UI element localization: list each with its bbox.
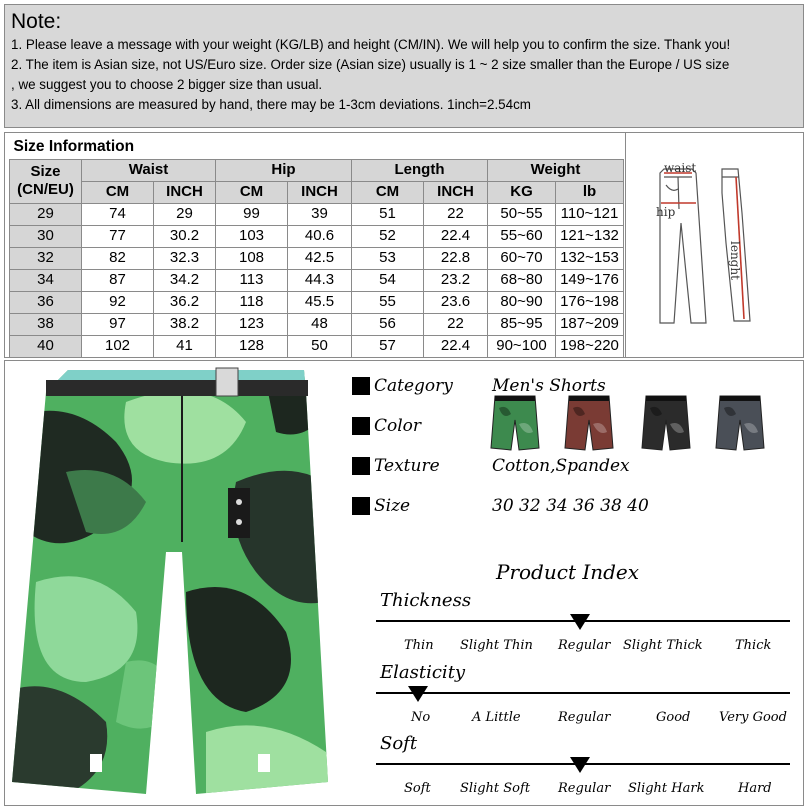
pants-outline-icon [626, 133, 806, 357]
sub-header: INCH [154, 181, 216, 203]
measure-cell: 149~176 [556, 269, 624, 291]
size-cell: 32 [10, 247, 82, 269]
measure-cell: 41 [154, 335, 216, 357]
measure-cell: 36.2 [154, 291, 216, 313]
spec-label: Size [374, 496, 411, 516]
measure-cell: 48 [288, 313, 352, 335]
scale-option: Slight Thin [460, 638, 533, 653]
scale-name: Thickness [380, 590, 472, 611]
size-cell: 34 [10, 269, 82, 291]
measure-cell: 22.4 [424, 335, 488, 357]
spec-texture [352, 453, 630, 479]
sub-header: lb [556, 181, 624, 203]
measure-cell: 57 [352, 335, 424, 357]
measure-cell: 45.5 [288, 291, 352, 313]
length-header: Length [352, 159, 488, 181]
scale-option: Soft [404, 781, 431, 796]
measure-cell: 102 [82, 335, 154, 357]
measure-cell: 23.6 [424, 291, 488, 313]
size-cell: 38 [10, 313, 82, 335]
measure-cell: 34.2 [154, 269, 216, 291]
scale-name: Elasticity [380, 662, 466, 683]
measure-cell: 97 [82, 313, 154, 335]
size-information-section [4, 132, 804, 358]
note-line-2: 2. The item is Asian size, not US/Euro size. Order size (Asian size) usually is 1 ~ 2 size smaller than the Europe / US size [11, 57, 730, 72]
scale-option: Slight Hark [628, 781, 705, 796]
bullet-square-icon [352, 417, 370, 435]
scale-option: No [411, 710, 431, 725]
measure-cell: 53 [352, 247, 424, 269]
measure-cell: 32.3 [154, 247, 216, 269]
measure-cell: 113 [216, 269, 288, 291]
size-cell: 29 [10, 203, 82, 225]
measure-cell: 123 [216, 313, 288, 335]
measure-cell: 74 [82, 203, 154, 225]
measure-cell: 42.5 [288, 247, 352, 269]
size-row [10, 335, 624, 357]
measure-cell: 77 [82, 225, 154, 247]
measure-cell: 55~60 [488, 225, 556, 247]
measure-cell: 187~209 [556, 313, 624, 335]
measure-cell: 22.4 [424, 225, 488, 247]
scale-option: Good [656, 710, 691, 725]
measure-cell: 99 [216, 203, 288, 225]
measure-cell: 110~121 [556, 203, 624, 225]
note-line-1: 1. Please leave a message with your weight (KG/LB) and height (CM/IN). We will help you to confirm the size. Thank you! [11, 37, 731, 52]
measure-cell: 50 [288, 335, 352, 357]
scale-option: Slight Thick [623, 638, 703, 653]
note-box [4, 4, 804, 128]
scale-marker-icon [570, 757, 590, 773]
measure-cell: 44.3 [288, 269, 352, 291]
size-row [10, 291, 624, 313]
measure-cell: 29 [154, 203, 216, 225]
hip-header: Hip [216, 159, 352, 181]
spec-value: Cotton,Spandex [492, 456, 630, 476]
measure-cell: 198~220 [556, 335, 624, 357]
color-swatch [714, 394, 766, 454]
note-line-4: 3. All dimensions are measured by hand, there may be 1-3cm deviations. 1inch=2.54cm [11, 97, 531, 112]
measure-cell: 23.2 [424, 269, 488, 291]
camo-shorts-image [6, 362, 349, 802]
spec-label: Color [374, 416, 422, 436]
sub-header: CM [216, 181, 288, 203]
spec-value: 30 32 34 36 38 40 [492, 496, 649, 516]
size-table [9, 135, 624, 358]
sub-header: CM [352, 181, 424, 203]
measure-cell: 132~153 [556, 247, 624, 269]
sub-header: CM [82, 181, 154, 203]
measure-cell: 80~90 [488, 291, 556, 313]
spec-label: Category [374, 376, 453, 396]
scale-option: Hard [738, 781, 772, 796]
scale-marker-icon [570, 614, 590, 630]
measure-cell: 128 [216, 335, 288, 357]
measure-cell: 60~70 [488, 247, 556, 269]
color-swatch [640, 394, 692, 454]
measure-cell: 39 [288, 203, 352, 225]
size-cell: 36 [10, 291, 82, 313]
bullet-square-icon [352, 497, 370, 515]
waist-label: waist [664, 161, 697, 175]
size-cell: 40 [10, 335, 82, 357]
measure-cell: 108 [216, 247, 288, 269]
measure-cell: 90~100 [488, 335, 556, 357]
product-index-title: Product Index [496, 560, 640, 584]
scale-option: Thick [735, 638, 772, 653]
size-row [10, 225, 624, 247]
measure-cell: 40.6 [288, 225, 352, 247]
measure-cell: 68~80 [488, 269, 556, 291]
measure-cell: 118 [216, 291, 288, 313]
hip-label: hip [656, 205, 676, 219]
scale-option: Thin [404, 638, 434, 653]
measure-cell: 22 [424, 203, 488, 225]
scale-line [376, 692, 790, 694]
measure-cell: 92 [82, 291, 154, 313]
measure-cell: 30.2 [154, 225, 216, 247]
measure-cell: 50~55 [488, 203, 556, 225]
bullet-square-icon [352, 377, 370, 395]
length-label: lenght [728, 241, 742, 280]
scale-option: Very Good [719, 710, 787, 725]
size-row [10, 247, 624, 269]
note-line-3: , we suggest you to choose 2 bigger size than usual. [11, 77, 323, 92]
measure-cell: 22 [424, 313, 488, 335]
scale-option: Slight Soft [460, 781, 531, 796]
measure-cell: 22.8 [424, 247, 488, 269]
measure-cell: 52 [352, 225, 424, 247]
scale-name: Soft [380, 733, 418, 754]
size-row [10, 313, 624, 335]
scale-option: Regular [558, 710, 611, 725]
size-cell: 30 [10, 225, 82, 247]
color-swatch [563, 394, 615, 454]
size-row [10, 269, 624, 291]
measure-cell: 103 [216, 225, 288, 247]
pants-measurement-diagram [625, 133, 805, 357]
measure-cell: 38.2 [154, 313, 216, 335]
weight-header: Weight [488, 159, 624, 181]
scale-option: Regular [558, 781, 611, 796]
scale-option: Regular [558, 638, 611, 653]
bullet-square-icon [352, 457, 370, 475]
spec-value: Men's Shorts [492, 376, 606, 396]
measure-cell: 55 [352, 291, 424, 313]
waist-header: Waist [82, 159, 216, 181]
measure-cell: 121~132 [556, 225, 624, 247]
scale-marker-icon [408, 686, 428, 702]
measure-cell: 85~95 [488, 313, 556, 335]
size-header: Size (CN/EU) [10, 159, 82, 203]
measure-cell: 56 [352, 313, 424, 335]
size-table-caption: Size Information [13, 137, 135, 155]
measure-cell: 54 [352, 269, 424, 291]
measure-cell: 176~198 [556, 291, 624, 313]
measure-cell: 51 [352, 203, 424, 225]
spec-color [352, 413, 498, 439]
product-photo [6, 362, 349, 802]
scale-option: A Little [472, 710, 521, 725]
measure-cell: 87 [82, 269, 154, 291]
sub-header: INCH [424, 181, 488, 203]
sub-header: KG [488, 181, 556, 203]
color-swatch [489, 394, 541, 454]
note-title: Note: [11, 10, 62, 33]
spec-label: Texture [374, 456, 440, 476]
spec-size [352, 493, 649, 519]
size-row [10, 203, 624, 225]
measure-cell: 82 [82, 247, 154, 269]
sub-header: INCH [288, 181, 352, 203]
